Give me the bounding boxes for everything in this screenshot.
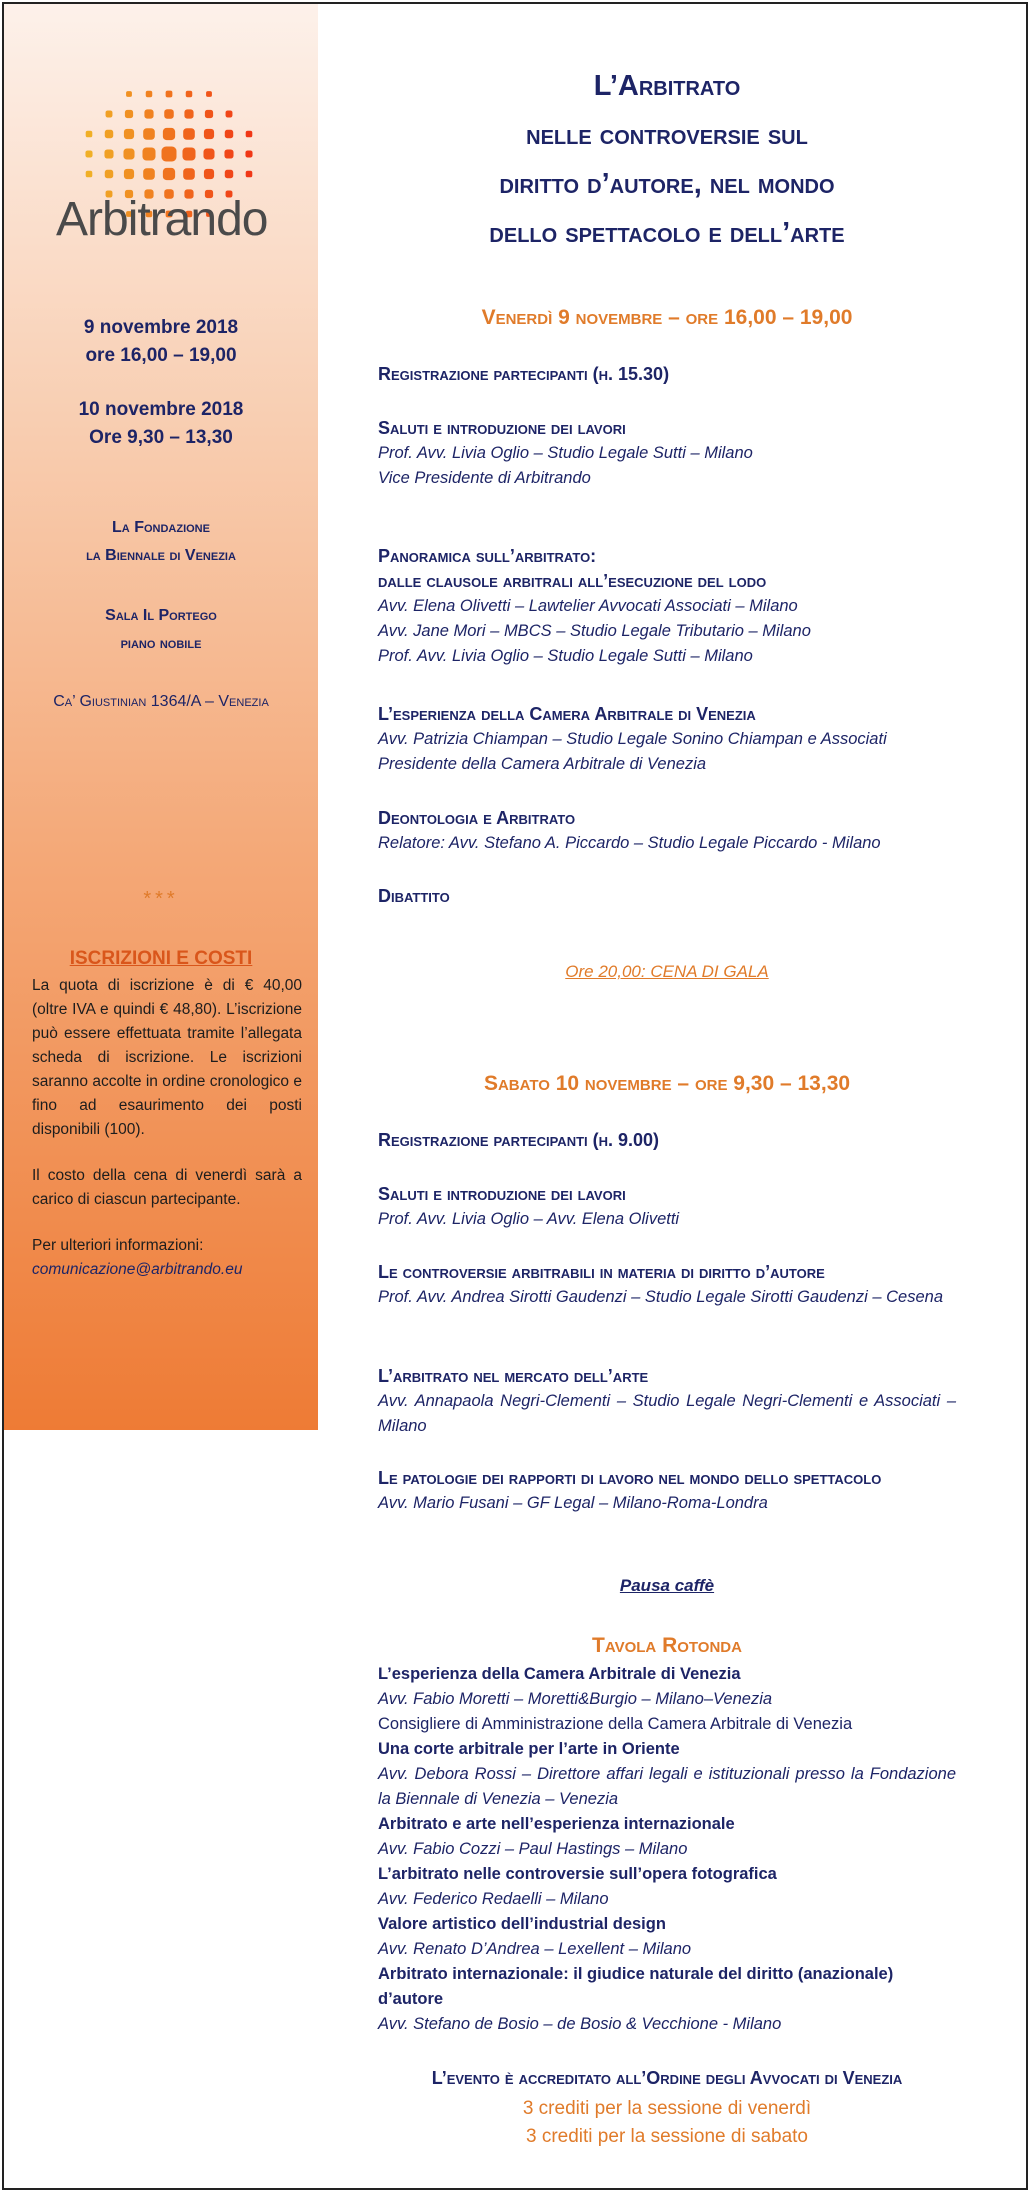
logo-dot (106, 111, 113, 118)
logo-dot (163, 128, 175, 140)
logo-dot (86, 131, 93, 138)
time-saturday: Ore 9,30 – 13,30 (89, 427, 233, 448)
friday-dibattito (378, 884, 956, 909)
friday-registration-label: Registrazione partecipanti (h. 15.30) (378, 364, 670, 384)
deontologia-title: Deontologia e Arbitrato (378, 808, 576, 828)
coffee-break-link[interactable]: Pausa caffè (619, 1576, 715, 1595)
tavola-topic-1: L’esperienza della Camera Arbitrale di Venezia (378, 1665, 741, 1683)
saturday-mercato (378, 1364, 956, 1439)
tavola-topic-2: Una corte arbitrale per l’arte in Oriente (378, 1740, 680, 1758)
friday-heading: Venerdì 9 novembre – ore 16,00 – 19,00 (481, 306, 853, 329)
friday-saluti-speaker-2: Vice Presidente di Arbitrando (378, 469, 591, 487)
registration-title: ISCRIZIONI E COSTI (69, 948, 253, 969)
saturday-saluti-title: Saluti e introduzione dei lavori (378, 1184, 626, 1204)
logo-dot (225, 170, 233, 178)
logo-dot (182, 147, 195, 160)
date-saturday: 10 novembre 2018 (78, 399, 244, 420)
logo-dot (162, 147, 177, 162)
friday-esperienza (378, 702, 956, 777)
logo-dot (166, 91, 173, 98)
tavola-speaker-3: Avv. Fabio Cozzi – Paul Hastings – Milano (378, 1840, 688, 1858)
logo-dot (204, 169, 214, 179)
logo-dot (85, 150, 92, 157)
logo-dot (123, 148, 134, 159)
logo-dot (124, 169, 134, 179)
logo-text: Arbitrando (56, 193, 268, 246)
tavola-speaker-6: Avv. Stefano de Bosio – de Bosio & Vecchione - Milano (378, 2015, 782, 2033)
accreditation-note: L’evento è accreditato all’Ordine degli Avvocati di Venezia (431, 2068, 903, 2088)
page-title (378, 62, 956, 258)
panoramica-speaker-2: Avv. Jane Mori – MBCS – Studio Legale Tributario – Milano (378, 622, 811, 640)
logo-dot (143, 128, 155, 140)
logo-dot (203, 148, 214, 159)
logo-dot (184, 109, 193, 118)
address: Ca’ Giustinian 1364/A – Venezia (53, 693, 269, 710)
panoramica-speaker-3: Prof. Avv. Livia Oglio – Studio Legale Sutti – Milano (378, 647, 753, 665)
tavola-speaker-1b: Consigliere di Amministrazione della Camera Arbitrale di Venezia (378, 1715, 853, 1733)
tavola-rotonda-heading: Tavola Rotonda (592, 1634, 742, 1657)
saturday-heading: Sabato 10 novembre – ore 9,30 – 13,30 (483, 1072, 851, 1095)
tavola-topic-6: Arbitrato internazionale: il giudice naturale del diritto (anazionale) d’autore (378, 1965, 894, 2008)
gala-dinner-link[interactable]: Ore 20,00: CENA DI GALA (565, 962, 769, 981)
logo-dot (246, 171, 253, 178)
registration-paragraph-dinner: Il costo della cena di venerdì sarà a carico di ciascun partecipante. (32, 1167, 302, 1208)
tavola-rotonda-list (378, 1662, 956, 2037)
logo-dot (144, 109, 153, 118)
room-line1: Sala Il Portego (105, 607, 217, 624)
panoramica-speaker-1: Avv. Elena Olivetti – Lawtelier Avvocati Associati – Milano (378, 597, 798, 615)
friday-registration (378, 362, 956, 387)
friday-saluti (378, 416, 956, 491)
logo-dot (104, 149, 113, 158)
separator-stars: *** (143, 888, 179, 910)
credits-saturday: 3 crediti per la sessione di sabato (526, 2126, 808, 2147)
saturday-saluti-speaker: Prof. Avv. Livia Oglio – Avv. Elena Olivetti (378, 1210, 680, 1228)
logo-dot (125, 110, 133, 118)
venue-line1: La Fondazione (112, 519, 210, 536)
tavola-speaker-5: Avv. Renato D’Andrea – Lexellent – Milano (378, 1940, 692, 1958)
logo-dot (204, 129, 214, 139)
saturday-registration-label: Registrazione partecipanti (h. 9.00) (378, 1130, 660, 1150)
logo-dot (86, 171, 93, 178)
date-saturday-block (4, 396, 318, 452)
mercato-title: L’arbitrato nel mercato dell’arte (378, 1366, 649, 1386)
logo-dot (142, 147, 155, 160)
room-block (4, 602, 318, 658)
mercato-speaker: Avv. Annapaola Negri-Clementi – Studio Legale Negri-Clementi e Associati – Milano (378, 1392, 956, 1435)
logo-dot (183, 128, 195, 140)
logo-dot (124, 129, 134, 139)
friday-deontologia (378, 806, 956, 856)
logo-dot (206, 91, 212, 97)
logo-dot (226, 111, 233, 118)
logo-dot (143, 168, 155, 180)
logo-dot (245, 150, 252, 157)
patologie-speaker: Avv. Mario Fusani – GF Legal – Milano-Roma-Londra (378, 1494, 768, 1512)
logo-dot (183, 168, 195, 180)
esperienza-title: L’esperienza della Camera Arbitrale di Venezia (378, 704, 756, 724)
friday-saluti-title: Saluti e introduzione dei lavori (378, 418, 626, 438)
sidebar (4, 4, 318, 1430)
tavola-speaker-1a: Avv. Fabio Moretti – Moretti&Burgio – Milano–Venezia (378, 1690, 773, 1708)
tavola-speaker-4: Avv. Federico Redaelli – Milano (378, 1890, 609, 1908)
tavola-topic-4: L’arbitrato nelle controversie sull’opera fotografica (378, 1865, 777, 1883)
tavola-topic-5: Valore artistico dell’industrial design (378, 1915, 666, 1933)
room-line2: piano nobile (120, 635, 202, 652)
logo-dot (186, 91, 193, 98)
contact-email-link[interactable]: comunicazione@arbitrando.eu (32, 1261, 243, 1278)
logo-dot (224, 149, 233, 158)
controversie-title: Le controversie arbitrabili in materia di diritto d’autore (378, 1262, 825, 1282)
saturday-saluti (378, 1182, 956, 1232)
deontologia-speaker: Relatore: Avv. Stefano A. Piccardo – Studio Legale Piccardo - Milano (378, 834, 881, 852)
saturday-patologie (378, 1466, 956, 1516)
title-line-3: diritto d’autore, nel mondo (499, 168, 835, 200)
esperienza-speaker-1: Avv. Patrizia Chiampan – Studio Legale Sonino Chiampan e Associati (378, 730, 887, 748)
saturday-registration (378, 1128, 956, 1153)
panoramica-title-2: dalle clausole arbitrali all’esecuzione del lodo (378, 571, 767, 591)
title-line-1: L’Arbitrato (593, 70, 741, 102)
logo-dot (146, 91, 153, 98)
logo-dot (164, 109, 174, 119)
logo-dot (105, 130, 113, 138)
title-line-2: nelle controversie sul (526, 119, 808, 151)
dibattito-label: Dibattito (378, 886, 450, 906)
logo-dot (205, 110, 213, 118)
logo-dot (163, 168, 175, 180)
venue-block (4, 514, 318, 570)
date-friday: 9 novembre 2018 (83, 317, 239, 338)
logo-dot (246, 131, 253, 138)
tavola-speaker-2: Avv. Debora Rossi – Direttore affari legali e istituzionali presso la Fondazione la Biennale di Venezia – Venezia (378, 1765, 956, 1808)
saturday-controversie (378, 1260, 956, 1310)
registration-text (32, 974, 302, 1282)
title-line-4: dello spettacolo e dell’arte (489, 217, 845, 249)
registration-paragraph-fee: La quota di iscrizione è di € 40,00 (oltre IVA e quindi € 48,80). L’iscrizione può essere effettuata tramite l’allegata scheda di iscrizione. Le iscrizioni saranno accolte in ordine cronologico e fino ad esaurimento dei posti disponibili (100). (32, 977, 302, 1138)
friday-panoramica (378, 544, 956, 669)
logo-dot (126, 91, 132, 97)
logo-dot (225, 130, 233, 138)
panoramica-title-1: Panoramica sull’arbitrato: (378, 546, 597, 566)
time-friday: ore 16,00 – 19,00 (85, 345, 237, 366)
tavola-topic-3: Arbitrato e arte nell’esperienza internazionale (378, 1815, 735, 1833)
registration-info-label: Per ulteriori informazioni: (32, 1237, 204, 1254)
credits-friday: 3 crediti per la sessione di venerdì (522, 2098, 812, 2119)
logo-dot (105, 170, 113, 178)
patologie-title: Le patologie dei rapporti di lavoro nel mondo dello spettacolo (378, 1468, 882, 1488)
venue-line2: la Biennale di Venezia (86, 547, 236, 564)
controversie-speaker: Prof. Avv. Andrea Sirotti Gaudenzi – Studio Legale Sirotti Gaudenzi – Cesena (378, 1288, 943, 1306)
date-friday-block (4, 314, 318, 370)
friday-saluti-speaker-1: Prof. Avv. Livia Oglio – Studio Legale Sutti – Milano (378, 444, 753, 462)
esperienza-speaker-2: Presidente della Camera Arbitrale di Venezia (378, 755, 707, 773)
